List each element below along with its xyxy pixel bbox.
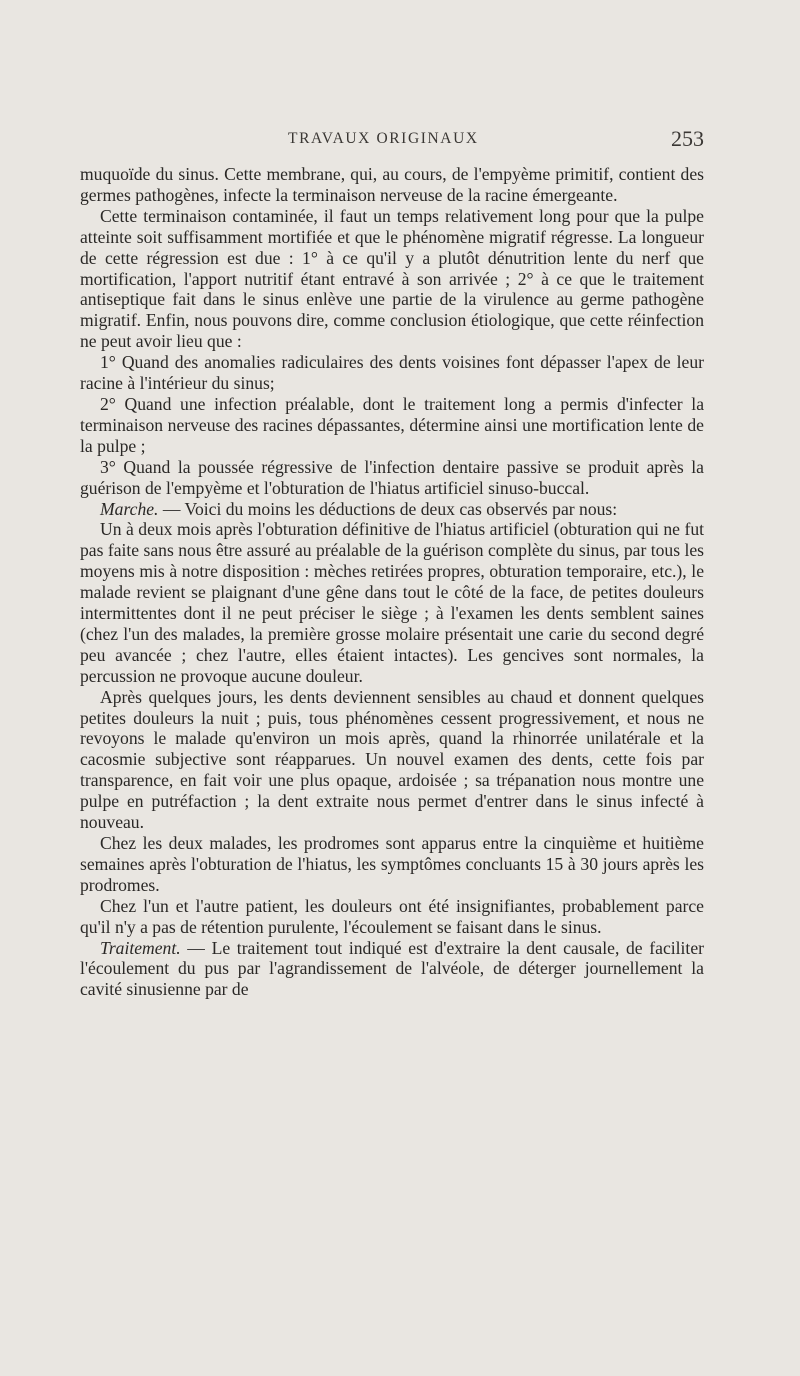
section-label-traitement: Traitement. [100, 937, 181, 958]
page-header [80, 126, 704, 162]
paragraph-marche [80, 499, 704, 520]
body-text [80, 164, 704, 1000]
paragraph-text: — Voici du moins les déductions de deux cas observés par nous: [158, 498, 618, 519]
paragraph: muquoïde du sinus. Cette membrane, qui, au cours, de l'empyème primitif, contient des germes pathogènes, infecte la terminaison nerveuse de la racine émergeante. [80, 164, 704, 205]
paragraph: 2° Quand une infection préalable, dont le traitement long a permis d'infecter la terminaison nerveuse des racines dépassantes, détermine ainsi une mortification lente de la pulpe ; [80, 393, 704, 456]
page-number: 253 [671, 126, 704, 151]
paragraph: Après quelques jours, les dents deviennent sensibles au chaud et donnent quelques petites douleurs la nuit ; puis, tous phénomènes cessent progressivement, et nous ne revoyons le malade qu'environ un mois après, quand la rhinorrée unilatérale et la cacosmie subjective sont réapparues. Un nouvel examen des dents, cette fois par transparence, en fait voir une plus opaque, ardoisée ; sa trépanation nous montre une pulpe en putréfaction ; la dent extraite nous permet d'entrer dans le sinus infecté à nouveau. [80, 686, 704, 833]
paragraph: Cette terminaison contaminée, il faut un temps relativement long pour que la pulpe atteinte soit suffisamment mortifiée et que le phénomène migratif régresse. La longueur de cette régression est due : 1° à ce qu'il y a plutôt dénutrition lente du nerf que mortification, l'apport nutritif étant entravé à son arrivée ; 2° à ce que le traitement antiseptique fait dans le sinus enlève une partie de la virulence au germe pathogène migratif. Enfin, nous pouvons dire, comme conclusion étiologique, que cette réinfection ne peut avoir lieu que : [80, 205, 704, 352]
running-head: TRAVAUX ORIGINAUX [288, 130, 479, 147]
paragraph: Un à deux mois après l'obturation définitive de l'hiatus artificiel (obturation qui ne fut pas faite sans nous être assuré au préalable de la guérison complète du sinus, par tous les moyens mis à notre disposition : mèches retirées propres, obturation temporaire, etc.), le malade revient se plaignant d'une gêne dans tout le côté de la face, de petites douleurs intermittentes dont il ne peut préciser le siège ; à l'examen les dents semblent saines (chez l'un des malades, la première grosse molaire présentait une carie du second degré peu avancée ; chez l'autre, elles étaient intactes). Les gencives sont normales, la percussion ne provoque aucune douleur. [80, 519, 704, 686]
section-label-marche: Marche. [100, 498, 159, 519]
paragraph: 3° Quand la poussée régressive de l'infection dentaire passive se produit après la guérison de l'empyème et l'obturation de l'hiatus artificiel sinuso-buccal. [80, 456, 704, 498]
paragraph-text: — Le traitement tout indiqué est d'extraire la dent causale, de faciliter l'écoulement du pus par l'agrandissement de l'alvéole, de déterger journellement la cavité sinusienne par de [80, 937, 704, 1000]
paragraph-traitement [80, 938, 704, 1001]
paragraph: 1° Quand des anomalies radiculaires des dents voisines font dépasser l'apex de leur racine à l'intérieur du sinus; [80, 352, 704, 394]
paragraph: Chez l'un et l'autre patient, les douleurs ont été insignifiantes, probablement parce qu'il n'y a pas de rétention purulente, l'écoulement se faisant dans le sinus. [80, 895, 704, 937]
paragraph: Chez les deux malades, les prodromes sont apparus entre la cinquième et huitième semaines après l'obturation de l'hiatus, les symptômes concluants 15 à 30 jours après les prodromes. [80, 833, 704, 895]
